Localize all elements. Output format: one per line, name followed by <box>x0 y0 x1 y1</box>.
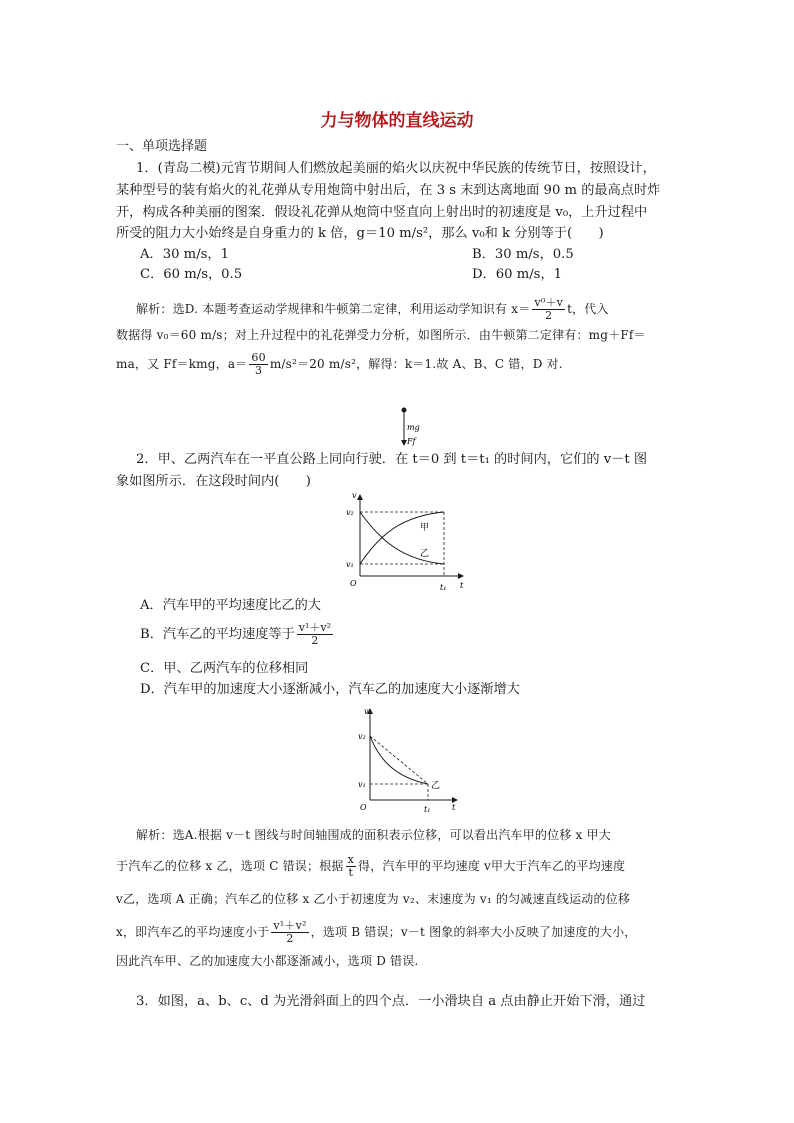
q1-solution-line-2: 数据得 v₀＝60 m/s；对上升过程中的礼花弹受力分析，如图所示．由牛顿第二定律有：mg＋Ff＝ <box>116 328 646 342</box>
curve-jia <box>360 512 444 564</box>
q2-solution-line-4: x，即汽车乙的平均速度小于 $\frac{\text{v¹＋v²}}{2}$ ，选项 B 错误；v－t 图象的斜率大小反映了加速度的大小， <box>116 919 637 945</box>
q2-line-2: 象如图所示．在这段时间内( ) <box>116 474 311 489</box>
graph1-origin-label: O <box>350 579 357 588</box>
q1-option-c[interactable]: C．60 m/s，0.5 <box>140 267 243 282</box>
q1-option-b[interactable]: B．30 m/s，0.5 <box>472 247 574 262</box>
graph1-v2-label: v₂ <box>346 508 354 517</box>
q1-option-d[interactable]: D．60 m/s，1 <box>472 267 563 282</box>
q2-line-1: 2．甲、乙两汽车在一平直公路上同向行驶．在 t＝0 到 t＝t₁ 的时间内，它们的 v－t 图 <box>136 452 648 467</box>
graph1-v1-label: v₁ <box>346 560 354 569</box>
fraction-acceleration: $\frac{60}{3}$ <box>251 351 266 377</box>
graph1-t-label: t <box>460 581 464 590</box>
vt-graph-1 <box>340 490 470 596</box>
graph2-t-label: t <box>452 803 456 812</box>
graph2-t1-label: t₁ <box>424 805 431 814</box>
force-diagram <box>390 404 430 448</box>
q2-option-b[interactable]: B．汽车乙的平均速度等于 $\frac{\text{v¹＋v²}}{2}$ <box>140 621 332 647</box>
graph2-v1-label: v₁ <box>358 780 366 789</box>
graph1-t1-label: t₁ <box>440 583 447 592</box>
vt-graph-2 <box>352 704 472 814</box>
fraction-option-b: $\frac{\text{v¹＋v²}}{2}$ <box>298 621 332 647</box>
q2-solution-line-2: 于汽车乙的位移 x 乙，选项 C 错误；根据 $\frac{x}{t}$ 得，汽车甲的平均速度 v甲大于汽车乙的平均速度 <box>116 853 626 879</box>
q1-line-3: 开，构成各种美丽的图案．假设礼花弹从炮筒中竖直向上射出时的初速度是 v₀，上升过程中 <box>116 205 648 220</box>
uniform-deceleration-line <box>370 736 428 784</box>
q1-solution-line-3: ma，又 Ff＝kmg，a＝ $\frac{60}{3}$ m/s²＝20 m/s²，解得：k＝1.故 A、B、C 错，D 对. <box>116 351 563 377</box>
q2-option-a[interactable]: A．汽车甲的平均速度比乙的大 <box>140 598 321 613</box>
q2-solution-line-3: v乙，选项 A 正确；汽车乙的位移 x 乙小于初速度为 v₂、末速度为 v₁ 的匀减速直线运动的位移 <box>116 892 631 906</box>
q1-option-a[interactable]: A．30 m/s，1 <box>140 247 229 262</box>
q1-line-2: 某种型号的装有焰火的礼花弹从专用炮筒中射出后，在 3 s 末到达离地面 90 m 的最高点时炸 <box>116 183 661 198</box>
fraction-x-over-t: $\frac{x}{t}$ <box>347 853 355 879</box>
page-title: 力与物体的直线运动 <box>320 111 474 131</box>
v-axis-arrow <box>357 494 363 500</box>
graph1-yi-label: 乙 <box>420 549 430 559</box>
q1-line-4: 所受的阻力大小始终是自身重力的 k 倍，g＝10 m/s²，那么 v₀和 k 分别等于( ) <box>116 226 604 241</box>
curve-yi <box>360 512 444 564</box>
label-mg: mg <box>407 423 420 432</box>
graph2-v2-label: v₂ <box>358 732 366 741</box>
q3-line-1: 3．如图，a、b、c、d 为光滑斜面上的四个点．一小滑块自 a 点由静止开始下滑，通过 <box>136 994 646 1009</box>
fraction-average-velocity-2: $\frac{\text{v¹＋v²}}{2}$ <box>273 919 307 945</box>
graph1-v-label: v <box>352 491 357 500</box>
fraction-average-velocity: $\frac{\text{v⁰＋v}}{2}$ <box>534 296 564 322</box>
graph2-origin-label: O <box>360 803 367 812</box>
q2-solution-line-5: 因此汽车甲、乙的加速度大小都逐渐减小，选项 D 错误. <box>116 954 419 968</box>
graph1-jia-label: 甲 <box>420 523 430 533</box>
q2-solution-line-1: 解析：选A.根据 v－t 图线与时间轴围成的面积表示位移，可以看出汽车甲的位移 x 甲大 <box>136 828 611 842</box>
q1-line-1: 1．(青岛二模)元宵节期间人们燃放起美丽的焰火以庆祝中华民族的传统节日，按照设计， <box>136 161 656 176</box>
q2-option-c[interactable]: C．甲、乙两汽车的位移相同 <box>140 661 309 676</box>
section-heading: 一、单项选择题 <box>116 139 208 154</box>
graph2-yi-label: 乙 <box>431 781 441 791</box>
t-axis-arrow <box>458 573 464 579</box>
label-ff: Ff <box>407 437 416 446</box>
graph2-v-label: v <box>364 707 369 716</box>
q1-solution-line-1: 解析：选D. 本题考查运动学规律和牛顿第二定律，利用运动学知识有 x＝ $\frac{\text{v⁰＋v}}{2}$ t，代入 <box>136 296 609 322</box>
q2-option-d[interactable]: D．汽车甲的加速度大小逐渐减小，汽车乙的加速度大小逐渐增大 <box>140 682 520 697</box>
